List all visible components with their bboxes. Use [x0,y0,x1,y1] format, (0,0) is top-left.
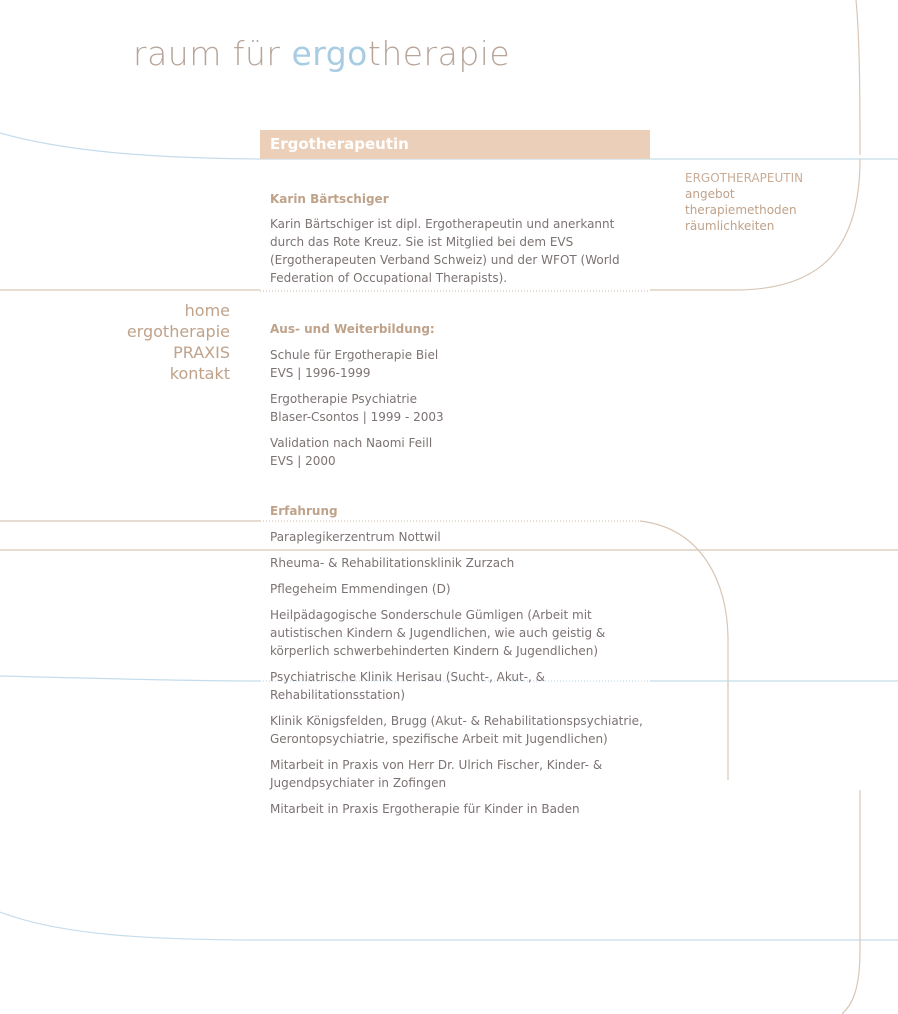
sub-nav-therapiemethoden[interactable]: therapiemethoden [685,203,797,217]
main-nav-home[interactable]: home [184,301,230,320]
experience-item: Psychiatrische Klinik Herisau (Sucht-, Akut-, & Rehabilitationsstation) [270,670,546,702]
education-item-title: Ergotherapie Psychiatrie [270,392,418,406]
education-item-title: Validation nach Naomi Feill [270,436,433,450]
main-nav [127,300,230,384]
main-nav-kontakt[interactable]: kontakt [169,364,230,383]
education-item [270,390,650,426]
sub-nav [685,170,803,234]
site-logo[interactable] [133,34,510,74]
main-nav-praxis[interactable]: PRAXIS [173,343,230,362]
main-content [270,190,650,818]
experience-item: Paraplegikerzentrum Nottwil [270,530,441,544]
experience-item: Heilpädagogische Sonderschule Gümligen (Arbeit mit autistischen Kindern & Jugendlichen, wie auch geistig & körperlich schwerbehinderten Kindern & Jugendlichen) [270,608,606,658]
logo-text-part1: raum für [133,34,292,73]
experience-item: Mitarbeit in Praxis von Herr Dr. Ulrich Fischer, Kinder- & Jugendpsychiater in Zofingen [270,758,603,790]
education-item [270,346,650,382]
logo-text-part2: therapie [367,34,511,73]
profile-name: Karin Bärtschiger [270,192,389,206]
experience-item: Mitarbeit in Praxis Ergotherapie für Kinder in Baden [270,802,580,816]
education-item-title: Schule für Ergotherapie Biel [270,348,439,362]
experience-item: Pflegeheim Emmendingen (D) [270,582,451,596]
education-title: Aus- und Weiterbildung: [270,322,435,336]
experience-title: Erfahrung [270,504,338,518]
experience-item: Klinik Königsfelden, Brugg (Akut- & Rehabilitationspsychiatrie, Gerontopsychiatrie, spezifische Arbeit mit Jugendlichen) [270,714,643,746]
page-title: Ergotherapeutin [270,135,409,153]
education-item [270,434,650,470]
logo-text-accent: ergo [291,34,368,73]
sub-nav-ergotherapeutin[interactable]: ERGOTHERAPEUTIN [685,171,804,185]
sub-nav-raeumlichkeiten[interactable]: räumlichkeiten [685,219,775,233]
education-item-detail: EVS | 2000 [270,454,336,468]
education-item-detail: EVS | 1996-1999 [270,366,371,380]
main-nav-ergotherapie[interactable]: ergotherapie [126,322,230,341]
profile-intro: Karin Bärtschiger ist dipl. Ergotherapeutin und anerkannt durch das Rote Kreuz. Sie ist Mitglied bei dem EVS (Ergotherapeuten Verband Schweiz) und der WFOT (World Federation of Occupational Therapists). [270,217,620,285]
page-title-bar [260,130,650,159]
experience-item: Rheuma- & Rehabilitationsklinik Zurzach [270,556,515,570]
sub-nav-angebot[interactable]: angebot [685,187,735,201]
education-item-detail: Blaser-Csontos | 1999 - 2003 [270,410,444,424]
